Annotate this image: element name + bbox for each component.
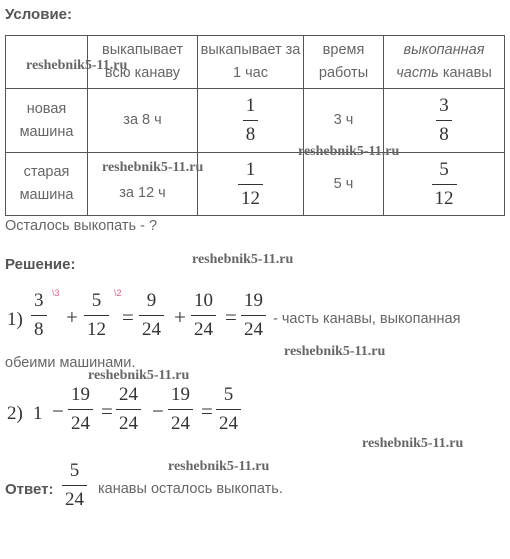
fraction-denominator: 24 xyxy=(142,319,161,340)
row-part xyxy=(384,89,505,153)
fraction-numerator: 5 xyxy=(69,460,80,481)
condition-heading: Условие: xyxy=(5,6,73,23)
plus-sign: + xyxy=(174,305,186,329)
row-whole-time: за 8 ч xyxy=(88,89,198,153)
row-rate xyxy=(198,153,304,216)
step-2-fraction-2 xyxy=(116,383,141,436)
step-1-multiplier-1: \3 xyxy=(52,288,60,298)
fraction-numerator: 3 xyxy=(34,290,44,311)
fraction-denominator: 24 xyxy=(244,319,263,340)
watermark: reshebnik5-11.ru xyxy=(102,160,204,175)
question-text: Осталось выкопать - ? xyxy=(5,218,158,234)
fraction-numerator: 1 xyxy=(245,158,256,180)
fraction-denominator: 12 xyxy=(87,319,106,340)
row-name: новая машина xyxy=(6,89,88,153)
equals-sign: = xyxy=(101,399,113,423)
header-work-time: время работы xyxy=(304,36,384,89)
row-name: старая машина xyxy=(6,153,88,216)
row-whole-time: за 12 ч xyxy=(88,153,198,216)
watermark: reshebnik5-11.ru xyxy=(88,368,190,383)
watermark: reshebnik5-11.ru xyxy=(298,144,400,159)
fraction-numerator: 5 xyxy=(223,384,234,405)
answer-fraction xyxy=(62,459,87,512)
fraction-numerator: 10 xyxy=(194,290,213,311)
equals-sign: = xyxy=(201,399,213,423)
fraction-denominator: 8 xyxy=(34,319,44,340)
fraction-numerator: 19 xyxy=(171,384,190,405)
fraction-numerator: 5 xyxy=(439,158,449,180)
step-2-fraction-1 xyxy=(68,383,93,436)
watermark: reshebnik5-11.ru xyxy=(362,436,464,451)
rate-fraction xyxy=(238,158,263,211)
watermark: reshebnik5-11.ru xyxy=(168,459,270,474)
row-part xyxy=(384,153,505,216)
fraction-denominator: 24 xyxy=(65,489,84,510)
step-1-label: 1) xyxy=(7,309,23,330)
fraction-denominator: 8 xyxy=(245,124,256,145)
fraction-denominator: 12 xyxy=(241,187,260,209)
fraction-numerator: 5 xyxy=(91,290,102,311)
equals-sign: = xyxy=(225,305,237,329)
fraction-numerator: 19 xyxy=(71,384,90,405)
table-row-new-machine xyxy=(6,89,505,153)
fraction-numerator: 1 xyxy=(245,95,256,116)
step-1-multiplier-2: \2 xyxy=(114,288,122,298)
part-fraction xyxy=(436,94,452,147)
part-fraction xyxy=(432,158,457,211)
step-1-result-fraction xyxy=(241,289,266,342)
table-row-old-machine xyxy=(6,153,505,216)
step-1-fraction-3 xyxy=(139,289,164,342)
fraction-denominator: 12 xyxy=(434,187,454,209)
fraction-denominator: 24 xyxy=(194,319,213,340)
fraction-numerator: 3 xyxy=(439,95,449,116)
fraction-denominator: 24 xyxy=(71,413,90,434)
solution-heading: Решение: xyxy=(5,256,76,273)
minus-sign: − xyxy=(152,399,164,423)
header-dug-part-rest: канавы xyxy=(442,65,492,81)
step-2-result-fraction xyxy=(216,383,241,436)
fraction-denominator: 24 xyxy=(219,413,238,434)
row-hours: 3 ч xyxy=(304,89,384,153)
fraction-numerator: 24 xyxy=(119,384,138,405)
answer-text: канавы осталось выкопать. xyxy=(98,481,283,497)
header-dug-part-italic: выкопанная часть xyxy=(396,42,485,81)
fraction-numerator: 9 xyxy=(146,290,157,311)
watermark: reshebnik5-11.ru xyxy=(192,252,294,267)
step-1-fraction-1 xyxy=(31,289,47,342)
fraction-numerator: 19 xyxy=(244,290,263,311)
answer-label: Ответ: xyxy=(5,481,54,498)
header-per-hour: выкапывает за 1 час xyxy=(198,36,304,89)
equals-sign: = xyxy=(122,305,134,329)
fraction-denominator: 8 xyxy=(439,124,449,145)
plus-sign: + xyxy=(66,305,78,329)
fraction-denominator: 24 xyxy=(119,413,138,434)
step-1-fraction-4 xyxy=(191,289,216,342)
minus-sign: − xyxy=(52,399,64,423)
header-whole-ditch: выкапывает всю канаву xyxy=(88,36,198,89)
step-1-fraction-2 xyxy=(84,289,109,342)
row-hours: 5 ч xyxy=(304,153,384,216)
rate-fraction xyxy=(243,94,259,147)
step-2-fraction-3 xyxy=(168,383,193,436)
step-2-label: 2) xyxy=(7,403,23,424)
step-1-note-line-2: обеими машинами. xyxy=(5,355,136,371)
step-2-one: 1 xyxy=(33,403,43,424)
step-1-note-line-1: - часть канавы, выкопанная xyxy=(273,311,461,327)
row-rate xyxy=(198,89,304,153)
fraction-denominator: 24 xyxy=(171,413,190,434)
watermark: reshebnik5-11.ru xyxy=(284,344,386,359)
watermark: reshebnik5-11.ru xyxy=(26,58,128,73)
header-dug-part xyxy=(384,36,505,89)
